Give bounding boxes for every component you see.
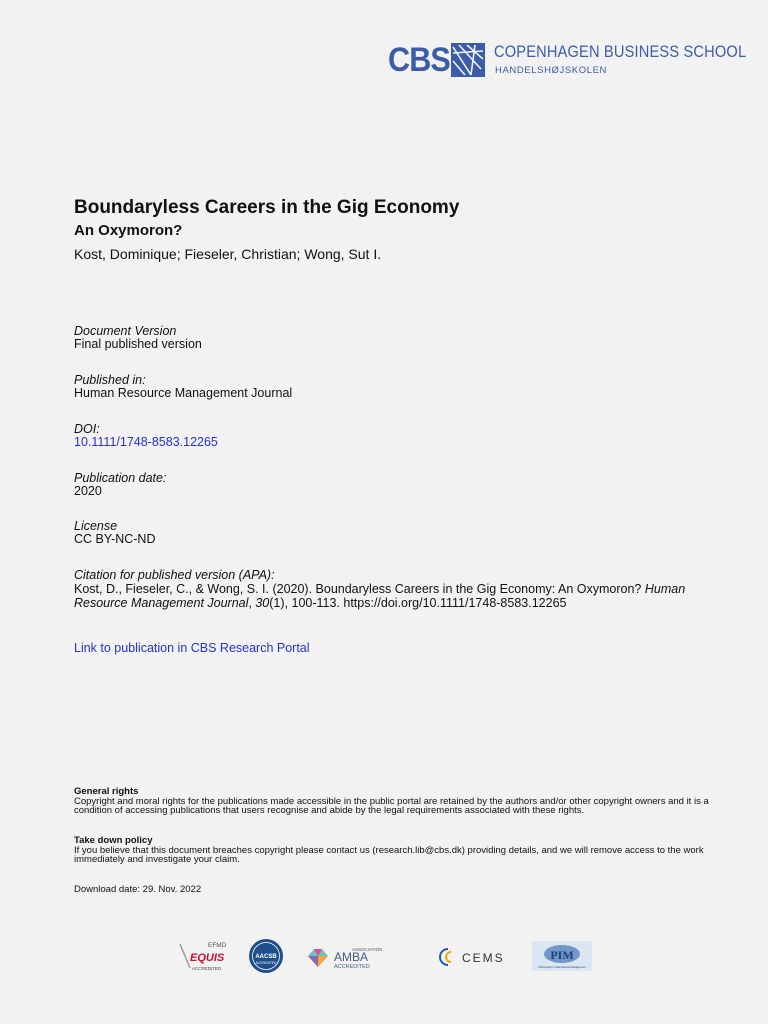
paper-authors: Kost, Dominique; Fieseler, Christian; Wong, Sut I. [74, 246, 382, 262]
pim-logo [532, 941, 592, 971]
cbs-logo [388, 41, 747, 79]
general-rights-heading: General rights [74, 786, 139, 797]
cbs-logo-mark: CBS [388, 41, 450, 79]
document-version [74, 325, 202, 351]
aacsb-logo [248, 938, 284, 974]
publication-date-label: Publication date: [74, 471, 167, 485]
document-version-label: Document Version [74, 324, 177, 338]
publication-date [74, 472, 166, 498]
published-in-value: Human Resource Management Journal [74, 386, 293, 400]
published-in [74, 374, 292, 400]
amba-sub-text: ACCREDITED [334, 964, 370, 970]
published-in-label: Published in: [74, 373, 146, 387]
document-version-value: Final published version [74, 337, 202, 351]
school-subname: HANDELSHØJSKOLEN [495, 65, 608, 76]
doi [74, 423, 218, 449]
school-name: COPENHAGEN BUSINESS SCHOOL [494, 42, 747, 61]
aacsb-sub-text: ACCREDITED [255, 961, 277, 965]
cems-logo [438, 945, 514, 969]
cbs-emblem-icon [451, 43, 485, 77]
citation-label: Citation for published version (APA): [74, 568, 275, 582]
take-down-policy [74, 836, 724, 865]
license [74, 520, 156, 546]
doi-label: DOI: [74, 422, 100, 436]
citation-journal: Human Resource Management Journal [74, 582, 686, 610]
amba-logo [306, 944, 386, 970]
cems-text: CEMS [462, 951, 505, 965]
license-label: License [74, 519, 118, 533]
doi-link[interactable]: 10.1111/1748-8583.12265 [74, 435, 218, 449]
equis-sub-text: ACCREDITED [192, 966, 222, 971]
citation-text [74, 582, 724, 610]
paper-title: Boundaryless Careers in the Gig Economy [74, 197, 460, 218]
take-down-heading: Take down policy [74, 835, 153, 846]
general-rights [74, 787, 724, 816]
pim-text: PIM [550, 948, 574, 962]
download-date: Download date: 29. Nov. 2022 [74, 884, 202, 895]
citation-part1: Kost, D., Fieseler, C., & Wong, S. I. (2020). Boundaryless Careers in the Gig Economy: An Oxymoron? [74, 582, 645, 596]
license-value: CC BY-NC-ND [74, 532, 156, 546]
equis-top-text: EFMD [208, 942, 227, 949]
citation-part2: (1), 100-113. https://doi.org/10.1111/1748-8583.12265 [269, 596, 567, 610]
portal-link[interactable]: Link to publication in CBS Research Portal [74, 641, 310, 655]
citation-volume: 30 [255, 596, 270, 610]
general-rights-text: Copyright and moral rights for the publications made accessible in the public portal are retained by the authors and/or other copyright owners and it is a condition of accessing publications that users recognise and abide by the legal requirements associated with these rights. [74, 795, 709, 816]
equis-logo [176, 938, 232, 974]
take-down-text: If you believe that this document breaches copyright please contact us (research.lib@cbs.dk) providing details, and we will remove access to the work immediately and investigate your claim. [74, 844, 704, 865]
paper-subtitle: An Oxymoron? [74, 222, 183, 239]
citation-sep: , [248, 596, 256, 610]
amba-text: AMBA [334, 950, 369, 964]
amba-top-text: ASSOCIATION [352, 947, 383, 952]
citation [74, 568, 724, 610]
aacsb-text: AACSB [255, 954, 277, 960]
equis-text: EQUIS [190, 952, 225, 964]
pim-sub-text: Partnership in International Management [538, 966, 586, 969]
publication-date-value: 2020 [74, 484, 102, 498]
